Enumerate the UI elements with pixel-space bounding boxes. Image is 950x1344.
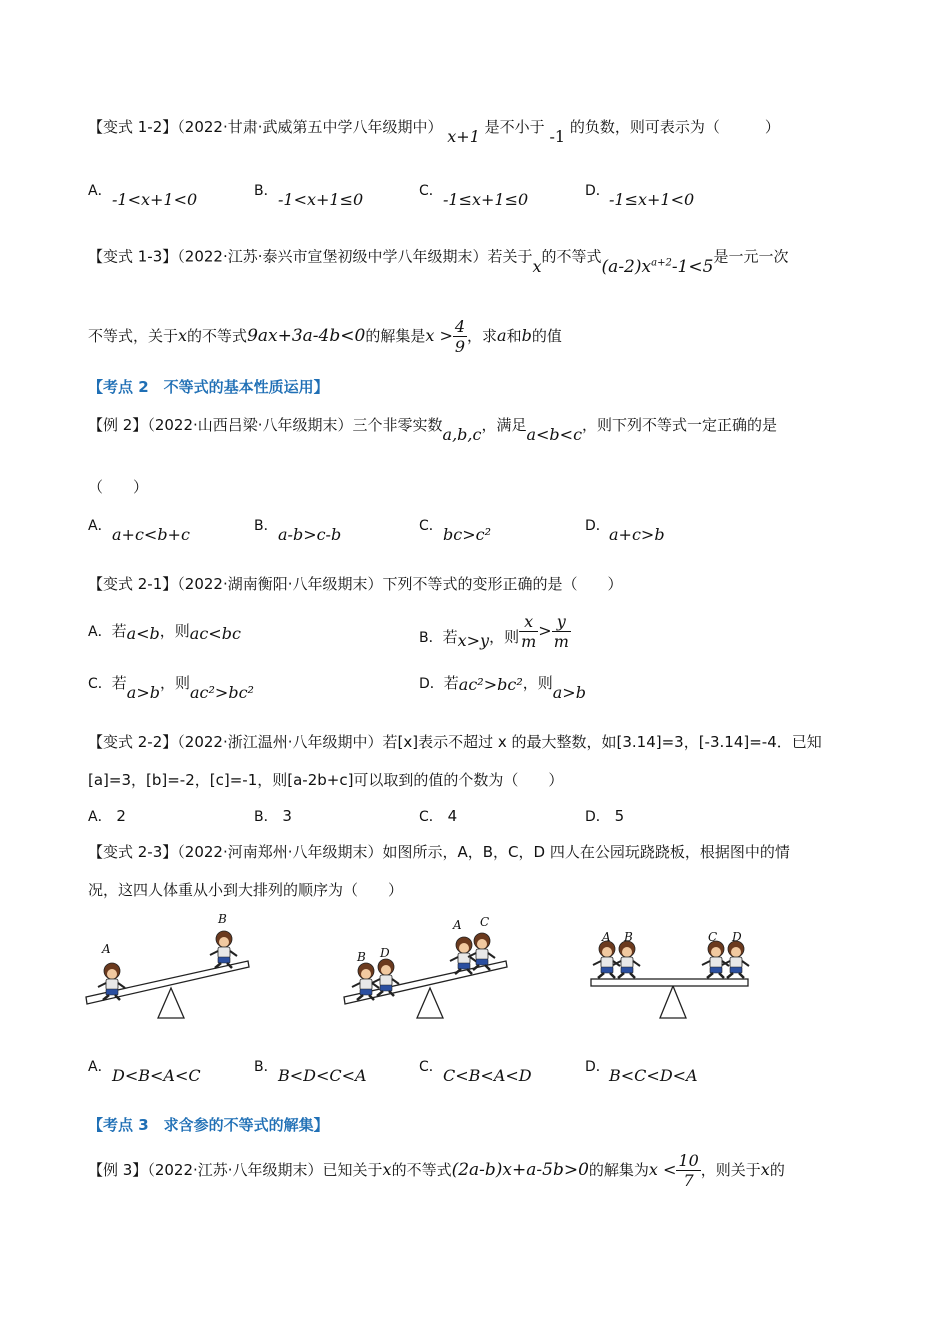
example-tag: 【例 3】 bbox=[88, 1161, 148, 1179]
math-expression: 9ax+3a-4b<0 bbox=[247, 326, 366, 346]
option-d[interactable]: D． a+c>b bbox=[585, 518, 665, 544]
example-3-stem: 【例 3】（2022·江苏·八年级期末）已知关于x的不等式(2a-b)x+a-5b>0的解集为x < $\frac{10}{7}$ ，则关于x的 bbox=[88, 1151, 785, 1190]
label-d: D bbox=[732, 930, 742, 944]
label-b: B bbox=[357, 950, 366, 964]
option-b[interactable]: B． B<D<C<A bbox=[254, 1059, 367, 1085]
fraction: $\frac{4}{9}$ bbox=[454, 317, 466, 356]
answer-paren: （ ） bbox=[88, 478, 149, 496]
fraction: $\frac{10}{7}$ bbox=[678, 1151, 699, 1190]
variant-tag: 【变式 2-2】 bbox=[88, 733, 178, 751]
variant-2-2-line2: [a]=3，[b]=-2，[c]=-1，则[a-2b+c]可以取到的值的个数为（ ） bbox=[88, 771, 564, 789]
option-b[interactable]: B． 3 bbox=[254, 807, 292, 825]
seesaw-3 bbox=[591, 930, 749, 1018]
option-c[interactable]: C． bc>c² bbox=[419, 518, 491, 544]
math-expression: x+1 bbox=[447, 127, 480, 146]
section-heading-2: 【考点 2 不等式的基本性质运用】 bbox=[88, 378, 329, 396]
option-c[interactable]: C． 4 bbox=[419, 807, 458, 825]
option-a[interactable]: A． D<B<A<C bbox=[88, 1059, 201, 1085]
variant-2-3-line2: 况，这四人体重从小到大排列的顺序为（ ） bbox=[88, 881, 404, 899]
math-expression: -1 bbox=[549, 127, 566, 146]
option-d[interactable]: D． -1≤x+1<0 bbox=[585, 183, 695, 209]
label-c: C bbox=[708, 930, 718, 944]
variant-tag: 【变式 2-3】 bbox=[88, 843, 178, 861]
option-d[interactable]: D． B<C<D<A bbox=[585, 1059, 698, 1085]
example-2-stem: 【例 2】（2022·山西吕梁·八年级期末）三个非零实数a,b,c，满足a<b<c，则下列不等式一定正确的是 bbox=[88, 416, 778, 444]
label-b: B bbox=[624, 930, 633, 944]
variant-tag: 【变式 1-3】 bbox=[88, 247, 178, 266]
label-a: A bbox=[102, 942, 111, 956]
seesaw-figures bbox=[80, 905, 860, 1025]
option-d[interactable]: D． 5 bbox=[585, 807, 625, 825]
variant-1-3-stem: 【变式 1-3】（2022·江苏·泰兴市宣堡初级中学八年级期末）若关于x的不等式$(a-2)x^{a+2}-1<5$是一元一次 bbox=[88, 247, 789, 277]
variant-1-2-stem: 【变式 1-2】（2022·甘肃·武威第五中学八年级期中） x+1 是不小于 -1 的负数，则可表示为（ ） bbox=[88, 118, 780, 146]
option-b[interactable]: B．若x>y，则 $\frac{x}{m}$ > $\frac{y}{m}$ bbox=[419, 612, 569, 651]
label-d: D bbox=[380, 946, 390, 960]
math-expression: (2a-b)x+a-5b>0 bbox=[451, 1160, 589, 1180]
seesaw-2 bbox=[344, 915, 507, 1018]
variant-2-1-stem: 【变式 2-1】（2022·湖南衡阳·八年级期末）下列不等式的变形正确的是（ ） bbox=[88, 575, 623, 593]
option-c[interactable]: C． C<B<A<D bbox=[419, 1059, 532, 1085]
option-b[interactable]: B． a-b>c-b bbox=[254, 518, 342, 544]
example-tag: 【例 2】 bbox=[88, 416, 148, 434]
label-c: C bbox=[480, 915, 490, 929]
option-d[interactable]: D．若ac²>bc²，则a>b bbox=[419, 674, 586, 702]
variant-tag: 【变式 2-1】 bbox=[88, 575, 178, 593]
option-b[interactable]: B． -1<x+1≤0 bbox=[254, 183, 364, 209]
option-c[interactable]: C． -1≤x+1≤0 bbox=[419, 183, 529, 209]
variant-1-3-line2: 不等式，关于x的不等式9ax+3a-4b<0的解集是x > $\frac{4}{9}$ ，求a和b的值 bbox=[88, 317, 562, 356]
variant-2-2-stem: 【变式 2-2】（2022·浙江温州·八年级期中）若[x]表示不超过 x 的最大整数，如[3.14]=3，[-3.14]=-4．已知 bbox=[88, 733, 822, 751]
option-a[interactable]: A．若a<b，则ac<bc bbox=[88, 622, 241, 643]
math-expression: (a-2)x bbox=[601, 256, 652, 277]
label-a: A bbox=[602, 930, 611, 944]
label-a: A bbox=[453, 918, 462, 932]
option-c[interactable]: C．若a>b，则ac²>bc² bbox=[88, 674, 254, 702]
option-a[interactable]: A． 2 bbox=[88, 807, 126, 825]
seesaw-1 bbox=[86, 912, 249, 1018]
section-heading-3: 【考点 3 求含参的不等式的解集】 bbox=[88, 1116, 329, 1134]
option-a[interactable]: A． -1<x+1<0 bbox=[88, 183, 198, 209]
variant-2-3-stem: 【变式 2-3】（2022·河南郑州·八年级期末）如图所示，A，B，C，D 四人在公园玩跷跷板，根据图中的情 bbox=[88, 843, 790, 861]
option-a[interactable]: A． a+c<b+c bbox=[88, 518, 190, 544]
label-b: B bbox=[218, 912, 227, 926]
variant-tag: 【变式 1-2】 bbox=[88, 118, 178, 136]
